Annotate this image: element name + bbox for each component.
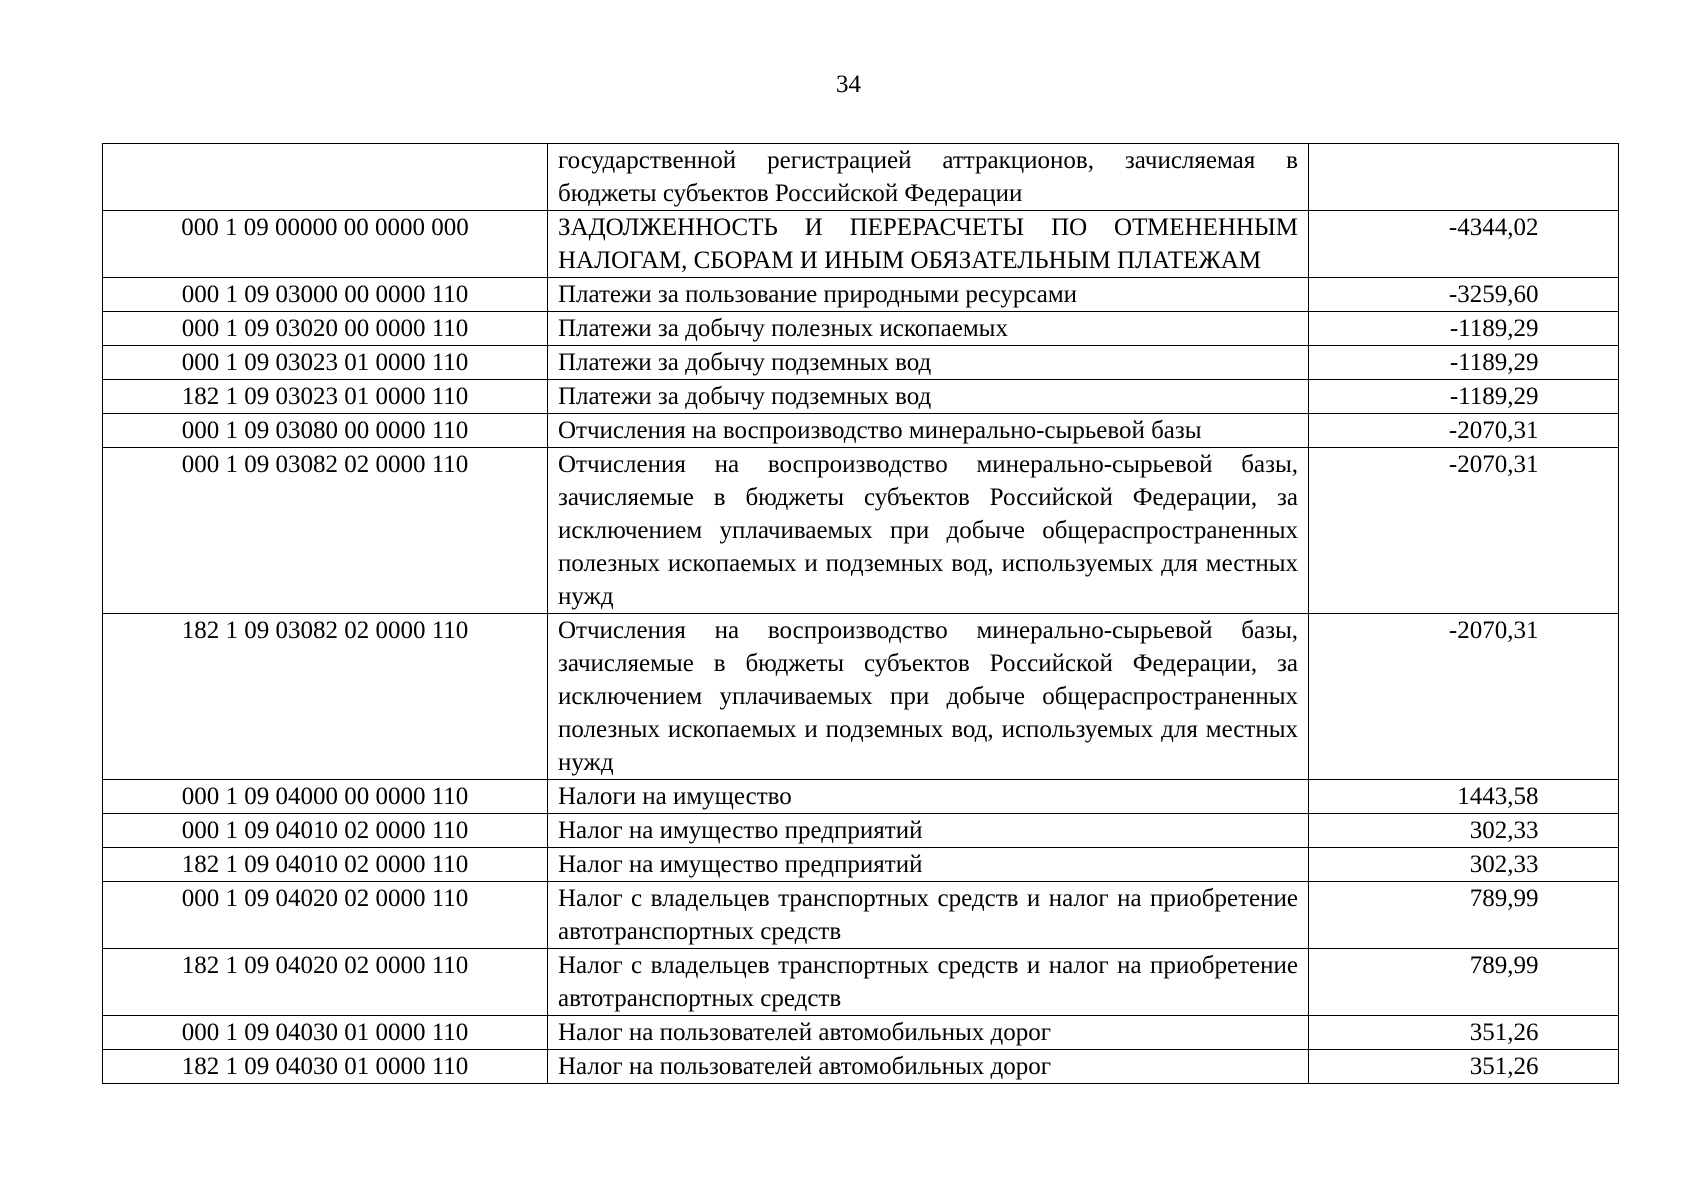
row-name: Отчисления на воспроизводство минерально-сырьевой базы, зачисляемые в бюджеты субъектов Российской Федерации, за исключением уплачиваемых при добыче общераспространенных полезных ископаемых и подземных вод, используемых для местных нужд (548, 614, 1309, 780)
row-value-text: -1189,29 (1449, 349, 1539, 376)
row-value (1309, 614, 1619, 780)
row-name: Налог на пользователей автомобильных дорог (548, 1016, 1309, 1050)
row-code: 182 1 09 04030 01 0000 110 (103, 1050, 548, 1084)
table-row (103, 1050, 1619, 1084)
row-name: Налог с владельцев транспортных средств и налог на приобретение автотранспортных средств (548, 949, 1309, 1016)
table-row (103, 144, 1619, 211)
row-value (1309, 144, 1619, 211)
row-value (1309, 346, 1619, 380)
row-name: Платежи за добычу подземных вод (548, 346, 1309, 380)
row-code: 182 1 09 04010 02 0000 110 (103, 848, 548, 882)
row-name: государственной регистрацией аттракционов, зачисляемая в бюджеты субъектов Российской Федерации (548, 144, 1309, 211)
row-value-text: -2070,31 (1448, 617, 1539, 644)
table-row (103, 346, 1619, 380)
table-row (103, 448, 1619, 614)
row-name: Платежи за пользование природными ресурсами (548, 278, 1309, 312)
row-name: Налог на пользователей автомобильных дорог (548, 1050, 1309, 1084)
row-code: 182 1 09 04020 02 0000 110 (103, 949, 548, 1016)
row-value (1309, 278, 1619, 312)
row-value-text: 351,26 (1469, 1019, 1539, 1046)
row-value (1309, 949, 1619, 1016)
row-code: 000 1 09 03023 01 0000 110 (103, 346, 548, 380)
row-value-text: 302,33 (1469, 851, 1539, 878)
row-code: 000 1 09 03000 00 0000 110 (103, 278, 548, 312)
table-row (103, 211, 1619, 278)
row-name: Налог на имущество предприятий (548, 814, 1309, 848)
row-code: 000 1 09 00000 00 0000 000 (103, 211, 548, 278)
row-name: Платежи за добычу подземных вод (548, 380, 1309, 414)
row-name: Платежи за добычу полезных ископаемых (548, 312, 1309, 346)
row-value (1309, 380, 1619, 414)
row-code (103, 144, 548, 211)
row-code: 000 1 09 04000 00 0000 110 (103, 780, 548, 814)
row-name: Отчисления на воспроизводство минерально-сырьевой базы (548, 414, 1309, 448)
table-row (103, 278, 1619, 312)
row-value-text: -2070,31 (1448, 451, 1539, 478)
table-row (103, 780, 1619, 814)
row-name: Налог с владельцев транспортных средств и налог на приобретение автотранспортных средств (548, 882, 1309, 949)
row-value-text: -1189,29 (1449, 383, 1539, 410)
table-row (103, 949, 1619, 1016)
row-value (1309, 312, 1619, 346)
row-value-text: 1443,58 (1457, 783, 1539, 810)
table-row (103, 814, 1619, 848)
row-value (1309, 882, 1619, 949)
row-value-text: -4344,02 (1448, 214, 1539, 241)
row-name: Отчисления на воспроизводство минерально-сырьевой базы, зачисляемые в бюджеты субъектов Российской Федерации, за исключением уплачиваемых при добыче общераспространенных полезных ископаемых и подземных вод, используемых для местных нужд (548, 448, 1309, 614)
row-code: 000 1 09 03082 02 0000 110 (103, 448, 548, 614)
table-row (103, 1016, 1619, 1050)
row-name: ЗАДОЛЖЕННОСТЬ И ПЕРЕРАСЧЕТЫ ПО ОТМЕНЕННЫМ НАЛОГАМ, СБОРАМ И ИНЫМ ОБЯЗАТЕЛЬНЫМ ПЛАТЕЖАМ (548, 211, 1309, 278)
row-value (1309, 814, 1619, 848)
table-row (103, 848, 1619, 882)
row-code: 000 1 09 03020 00 0000 110 (103, 312, 548, 346)
row-value (1309, 211, 1619, 278)
row-value-text: -1189,29 (1449, 315, 1539, 342)
row-code: 000 1 09 04020 02 0000 110 (103, 882, 548, 949)
row-value-text: -2070,31 (1448, 417, 1539, 444)
table-row (103, 882, 1619, 949)
row-value (1309, 780, 1619, 814)
row-value (1309, 1050, 1619, 1084)
row-value-text: 789,99 (1469, 885, 1539, 912)
row-value (1309, 414, 1619, 448)
row-value (1309, 1016, 1619, 1050)
table-row (103, 414, 1619, 448)
row-code: 182 1 09 03082 02 0000 110 (103, 614, 548, 780)
table-row (103, 312, 1619, 346)
page-number: 34 (836, 71, 861, 98)
row-code: 000 1 09 04030 01 0000 110 (103, 1016, 548, 1050)
row-name: Налоги на имущество (548, 780, 1309, 814)
row-value (1309, 448, 1619, 614)
row-name: Налог на имущество предприятий (548, 848, 1309, 882)
table-row (103, 614, 1619, 780)
row-code: 182 1 09 03023 01 0000 110 (103, 380, 548, 414)
row-value-text: 789,99 (1469, 952, 1539, 979)
row-value-text: -3259,60 (1448, 281, 1539, 308)
table-row (103, 380, 1619, 414)
row-value-text: 302,33 (1469, 817, 1539, 844)
row-code: 000 1 09 03080 00 0000 110 (103, 414, 548, 448)
row-value (1309, 848, 1619, 882)
row-code: 000 1 09 04010 02 0000 110 (103, 814, 548, 848)
budget-table (102, 143, 1619, 1084)
row-value-text: 351,26 (1469, 1053, 1539, 1080)
